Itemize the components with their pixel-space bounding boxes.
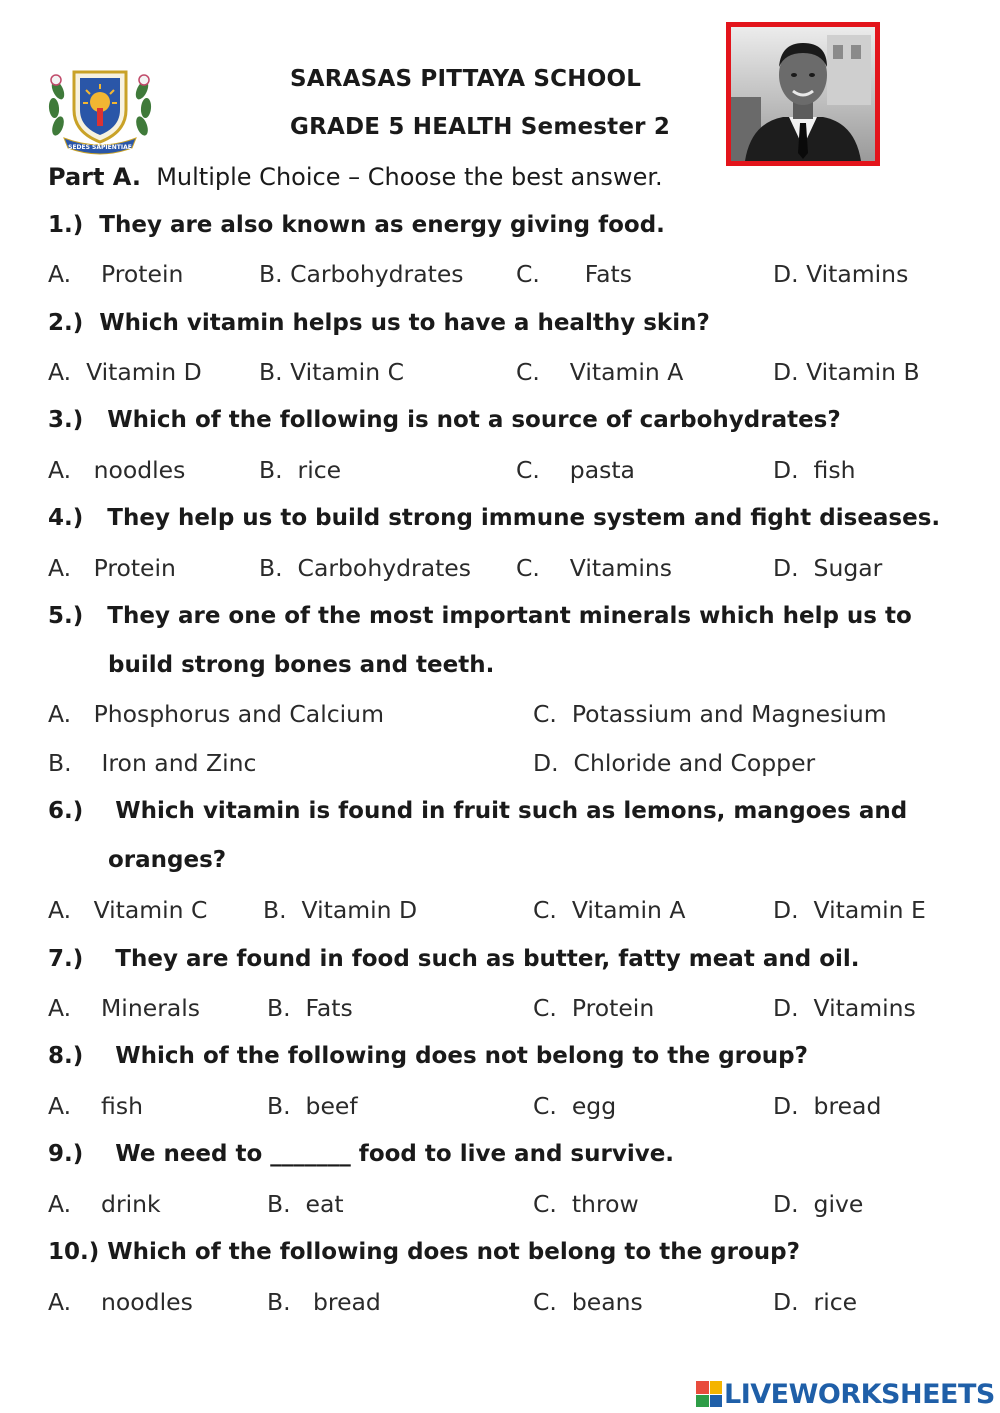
question-text: Which vitamin is found in fruit such as lemons, mangoes and: [115, 798, 908, 824]
question-9: [48, 1141, 674, 1167]
liveworksheets-logo[interactable]: [696, 1378, 995, 1410]
q10-option-d[interactable]: D. rice: [773, 1288, 858, 1316]
teacher-photo: [726, 22, 880, 166]
q2-option-c[interactable]: C. Vitamin A: [516, 358, 684, 386]
q1-option-c[interactable]: C. Fats: [516, 260, 632, 288]
question-3: [48, 407, 841, 433]
q6-option-d[interactable]: D. Vitamin E: [773, 896, 926, 924]
question-text: They are found in food such as butter, fatty meat and oil.: [115, 946, 860, 972]
q8-option-c[interactable]: C. egg: [533, 1092, 617, 1120]
q7-option-b[interactable]: B. Fats: [267, 994, 353, 1022]
q2-option-b[interactable]: B. Vitamin C: [259, 358, 404, 386]
question-number: 9.): [48, 1141, 84, 1167]
q3-option-c[interactable]: C. pasta: [516, 456, 635, 484]
q5-option-d[interactable]: D. Chloride and Copper: [533, 749, 816, 777]
question-text: We need to _______ food to live and survive.: [115, 1141, 675, 1167]
q7-option-c[interactable]: C. Protein: [533, 994, 655, 1022]
question-4: [48, 505, 940, 531]
course-title: GRADE 5 HEALTH Semester 2: [290, 114, 671, 140]
q8-option-a[interactable]: A. fish: [48, 1092, 143, 1120]
q2-option-a[interactable]: A. Vitamin D: [48, 358, 202, 386]
q3-option-d[interactable]: D. fish: [773, 456, 856, 484]
q5-option-a[interactable]: A. Phosphorus and Calcium: [48, 700, 384, 728]
q10-option-a[interactable]: A. noodles: [48, 1288, 193, 1316]
q3-option-b[interactable]: B. rice: [259, 456, 342, 484]
q6-option-b[interactable]: B. Vitamin D: [263, 896, 418, 924]
q9-option-a[interactable]: A. drink: [48, 1190, 161, 1218]
question-number: 3.): [48, 407, 84, 433]
q4-option-c[interactable]: C. Vitamins: [516, 554, 673, 582]
q10-option-b[interactable]: B. bread: [267, 1288, 381, 1316]
question-number: 8.): [48, 1043, 84, 1069]
question-1: [48, 212, 665, 238]
part-a-instruction: [48, 163, 663, 191]
q4-option-b[interactable]: B. Carbohydrates: [259, 554, 472, 582]
q8-option-d[interactable]: D. bread: [773, 1092, 882, 1120]
q5-option-c[interactable]: C. Potassium and Magnesium: [533, 700, 887, 728]
q1-option-a[interactable]: A. Protein: [48, 260, 184, 288]
school-name: SARASAS PITTAYA SCHOOL: [290, 66, 642, 92]
q5-option-b[interactable]: B. Iron and Zinc: [48, 749, 257, 777]
q9-option-d[interactable]: D. give: [773, 1190, 864, 1218]
q4-option-a[interactable]: A. Protein: [48, 554, 176, 582]
q9-option-c[interactable]: C. throw: [533, 1190, 639, 1218]
question-number: 7.): [48, 946, 84, 972]
q4-option-d[interactable]: D. Sugar: [773, 554, 883, 582]
q7-option-a[interactable]: A. Minerals: [48, 994, 201, 1022]
q2-option-d[interactable]: D. Vitamin B: [773, 358, 920, 386]
question-8: [48, 1043, 808, 1069]
question-text: Which of the following does not belong to the group?: [115, 1043, 808, 1069]
question-number: 1.): [48, 212, 84, 238]
question-10: [48, 1239, 800, 1265]
q3-option-a[interactable]: A. noodles: [48, 456, 186, 484]
part-instruction-text: Multiple Choice – Choose the best answer.: [156, 163, 663, 191]
q6-option-c[interactable]: C. Vitamin A: [533, 896, 686, 924]
question-5: [48, 603, 912, 629]
question-6-continued: oranges?: [108, 847, 227, 873]
q9-option-b[interactable]: B. eat: [267, 1190, 344, 1218]
q6-option-a[interactable]: A. Vitamin C: [48, 896, 208, 924]
school-crest-icon: [44, 60, 156, 156]
q1-option-d[interactable]: D. Vitamins: [773, 260, 909, 288]
question-number: 2.): [48, 310, 84, 336]
q7-option-d[interactable]: D. Vitamins: [773, 994, 916, 1022]
question-2: [48, 310, 710, 336]
question-text: Which vitamin helps us to have a healthy skin?: [99, 310, 710, 336]
question-number: 4.): [48, 505, 84, 531]
liveworksheets-brand: LIVEWORKSHEETS: [724, 1378, 995, 1410]
question-6: [48, 798, 907, 824]
question-text: They help us to build strong immune system and fight diseases.: [107, 505, 941, 531]
question-number: 6.): [48, 798, 84, 824]
question-text: Which of the following is not a source of carbohydrates?: [107, 407, 841, 433]
q10-option-c[interactable]: C. beans: [533, 1288, 643, 1316]
liveworksheets-logo-icon: [696, 1381, 722, 1407]
part-label: Part A.: [48, 163, 141, 191]
q1-option-b[interactable]: B. Carbohydrates: [259, 260, 464, 288]
question-7: [48, 946, 860, 972]
logo-motto: SEDES SAPIENTIAE: [68, 144, 132, 151]
question-number: 5.): [48, 603, 84, 629]
question-text: They are one of the most important minerals which help us to: [107, 603, 912, 629]
q8-option-b[interactable]: B. beef: [267, 1092, 358, 1120]
question-text: They are also known as energy giving food.: [99, 212, 665, 238]
question-number: 10.): [48, 1239, 100, 1265]
question-5-continued: build strong bones and teeth.: [108, 652, 495, 678]
question-text: Which of the following does not belong to the group?: [107, 1239, 800, 1265]
